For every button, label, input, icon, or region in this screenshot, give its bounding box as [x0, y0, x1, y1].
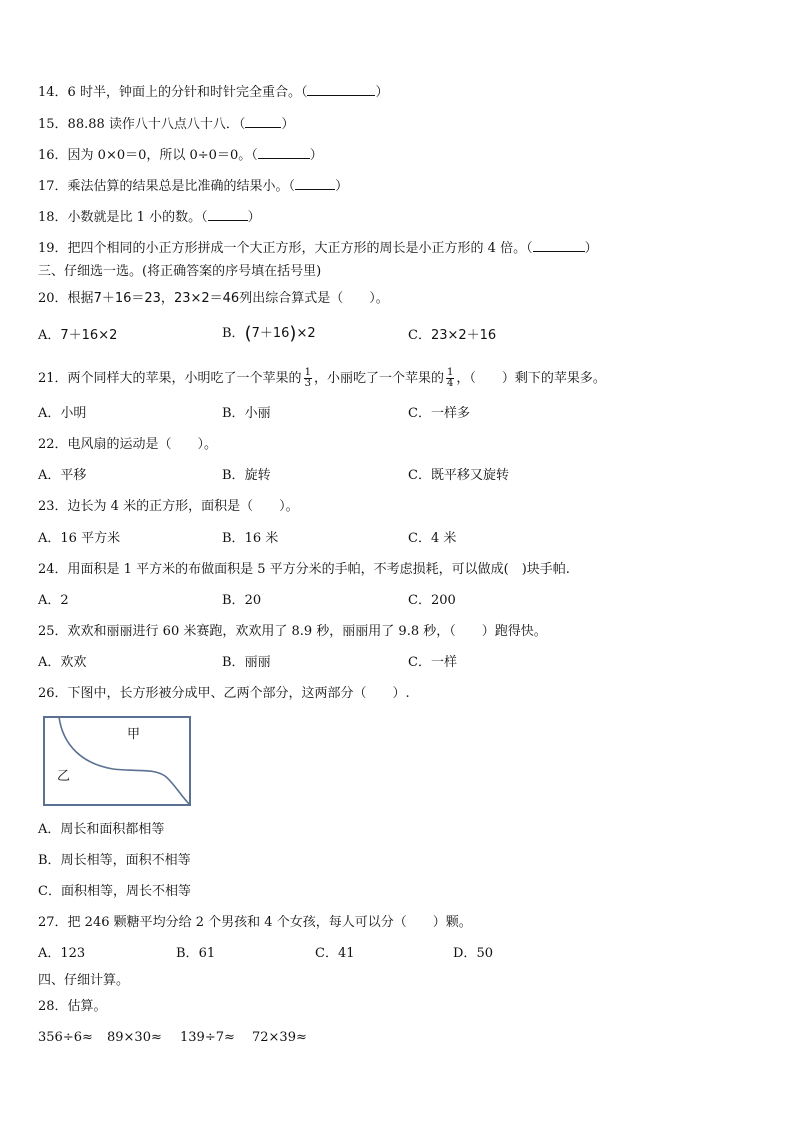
- option-label: B．: [222, 655, 245, 670]
- equation: 7＋16＝23: [93, 291, 161, 306]
- option-b[interactable]: [222, 406, 271, 422]
- option-label: C．: [408, 328, 431, 343]
- question-text: 因为 0×0＝0，所以 0÷0＝0。（: [67, 148, 258, 163]
- option-a[interactable]: [38, 946, 85, 962]
- question-text: 用面积是 1 平方米的布做面积是 5 平方分米的手帕，不考虑损耗，可以做成( )块手帕.: [67, 562, 570, 577]
- option-b[interactable]: [222, 468, 271, 484]
- option-text: 旋转: [244, 468, 271, 483]
- question-number: 27．: [38, 915, 68, 930]
- option-text: 欢欢: [60, 655, 87, 670]
- option-label: A．: [38, 406, 61, 421]
- question-text: 小数就是比 1 小的数。（: [67, 210, 208, 225]
- answer-blank[interactable]: [245, 115, 281, 128]
- option-b[interactable]: [222, 593, 261, 609]
- question-19: 19．把四个相同的小正方形拼成一个大正方形，大正方形的周长是小正方形的 4 倍。（ ）: [38, 241, 598, 256]
- option-text: 16 米: [244, 531, 279, 546]
- option-c[interactable]: [408, 406, 470, 422]
- option-a[interactable]: [38, 406, 86, 422]
- question-26: [38, 686, 410, 702]
- rectangle-diagram: [43, 716, 193, 808]
- option-text: 小明: [60, 406, 87, 421]
- question-text: 乘法估算的结果总是比准确的结果小。（: [67, 179, 296, 194]
- question-text: 6 时半，钟面上的分针和时针完全重合。（: [67, 85, 308, 100]
- option-label: D．: [453, 946, 477, 961]
- option-text: 2: [60, 593, 69, 608]
- option-a[interactable]: [38, 822, 164, 838]
- option-label: C．: [408, 531, 431, 546]
- estimate-item: 356÷6≈: [38, 1030, 93, 1045]
- option-label: A．: [38, 468, 61, 483]
- answer-blank[interactable]: [307, 83, 375, 96]
- question-text: 估算。: [67, 999, 107, 1014]
- option-c[interactable]: [408, 468, 509, 484]
- question-number: 23．: [38, 499, 68, 514]
- option-c[interactable]: [315, 946, 355, 962]
- question-17: 17．乘法估算的结果总是比准确的结果小。（ ）: [38, 179, 349, 194]
- option-text: 41: [337, 946, 355, 961]
- option-label: B．: [222, 593, 245, 608]
- option-text: 50: [476, 946, 493, 961]
- option-text: 16 平方米: [60, 531, 121, 546]
- question-number: 24．: [38, 562, 68, 577]
- equation: 23×2＝46: [173, 291, 240, 306]
- option-c[interactable]: [408, 328, 496, 344]
- question-27: [38, 915, 472, 931]
- option-b[interactable]: [222, 655, 271, 671]
- option-label: B．: [222, 468, 245, 483]
- option-label: A．: [38, 822, 61, 837]
- option-a[interactable]: [38, 593, 69, 609]
- question-number: 21．: [38, 371, 68, 386]
- question-text: 88.88 读作八十八点八十八．（: [67, 117, 246, 132]
- question-text: 欢欢和丽丽进行 60 米赛跑，欢欢用了 8.9 秒，丽丽用了 9.8 秒，（ ）跑得快。: [67, 624, 547, 639]
- question-25: [38, 624, 547, 640]
- question-28: [38, 999, 107, 1015]
- answer-blank[interactable]: [258, 146, 310, 159]
- question-text: 电风扇的运动是（ ）。: [67, 437, 218, 452]
- question-number: 25．: [38, 624, 68, 639]
- option-label: A．: [38, 946, 61, 961]
- fraction: $\frac{1}{3}$: [304, 367, 311, 389]
- option-text: 小丽: [244, 406, 271, 421]
- option-text: 一样: [430, 655, 457, 670]
- option-a[interactable]: [38, 468, 86, 484]
- option-text: 7＋16×2: [60, 328, 118, 343]
- question-number: 22．: [38, 437, 68, 452]
- option-text: 丽丽: [244, 655, 271, 670]
- option-b[interactable]: [38, 853, 191, 869]
- option-text: 61: [198, 946, 216, 961]
- option-text: 既平移又旋转: [430, 468, 509, 483]
- question-number: 28．: [38, 999, 68, 1014]
- question-24: [38, 562, 570, 578]
- option-a[interactable]: [38, 531, 120, 547]
- option-label: C．: [408, 593, 431, 608]
- question-14: 14．6 时半，钟面上的分针和时针完全重合。（ ）: [38, 85, 389, 100]
- option-label: A．: [38, 531, 61, 546]
- question-15: 15．88.88 读作八十八点八十八．（ ）: [38, 117, 295, 132]
- option-label: B．: [176, 946, 199, 961]
- answer-blank[interactable]: [533, 239, 585, 252]
- question-number: 16．: [38, 148, 68, 163]
- option-c[interactable]: [408, 655, 457, 671]
- option-text: 周长和面积都相等: [60, 822, 165, 837]
- question-23: [38, 499, 299, 515]
- estimate-item: 72×39≈: [252, 1030, 307, 1045]
- rectangle-outline: [44, 717, 190, 805]
- option-label: A．: [38, 655, 61, 670]
- question-text: 把 246 颗糖平均分给 2 个男孩和 4 个女孩，每人可以分（ ）颗。: [67, 915, 472, 930]
- option-label: A．: [38, 328, 61, 343]
- option-label: B．: [222, 406, 245, 421]
- question-21: 21．两个同样大的苹果，小明吃了一个苹果的 $\frac{1}{3}$ ，小丽吃了一个苹果的 $\frac{1}{4}$ ，（ ）剩下的苹果多。: [38, 367, 606, 389]
- answer-blank[interactable]: [295, 177, 335, 190]
- label-jia: 甲: [127, 727, 141, 742]
- question-number: 20．: [38, 291, 68, 306]
- option-text: 200: [430, 593, 456, 608]
- option-label: C．: [38, 884, 61, 899]
- option-b[interactable]: [176, 946, 215, 962]
- estimate-item: 139÷7≈: [180, 1030, 235, 1045]
- label-yi: 乙: [57, 769, 71, 784]
- option-label: B．: [222, 326, 245, 341]
- option-c[interactable]: [408, 593, 456, 609]
- option-text: 4 米: [430, 531, 457, 546]
- dividing-curve: [59, 717, 190, 805]
- option-text: 123: [60, 946, 86, 961]
- option-text: 面积相等，周长不相等: [60, 884, 191, 899]
- option-c[interactable]: [38, 884, 191, 900]
- option-text: 20: [244, 593, 262, 608]
- option-b[interactable]: B．(7＋16)×2: [222, 323, 316, 344]
- option-label: A．: [38, 593, 61, 608]
- option-label: C．: [408, 468, 431, 483]
- question-text: 边长为 4 米的正方形，面积是（ ）。: [67, 499, 299, 514]
- option-b[interactable]: [222, 531, 278, 547]
- question-text: 把四个相同的小正方形拼成一个大正方形，大正方形的周长是小正方形的 4 倍。（: [67, 241, 533, 256]
- question-number: 18．: [38, 210, 68, 225]
- question-number: 17．: [38, 179, 68, 194]
- option-text: 周长相等，面积不相等: [60, 853, 191, 868]
- estimate-item: 89×30≈: [107, 1030, 162, 1045]
- option-text: 23×2＋16: [430, 328, 497, 343]
- option-a[interactable]: [38, 328, 117, 344]
- option-label: C．: [315, 946, 338, 961]
- option-label: C．: [408, 655, 431, 670]
- question-16: 16．因为 0×0＝0，所以 0÷0＝0。（ ）: [38, 148, 323, 163]
- question-text: 下图中，长方形被分成甲、乙两个部分，这两部分（ ）.: [67, 686, 410, 701]
- option-c[interactable]: [408, 531, 456, 547]
- option-text: 一样多: [430, 406, 470, 421]
- option-label: B．: [38, 853, 61, 868]
- option-label: C．: [408, 406, 431, 421]
- question-number: 26．: [38, 686, 68, 701]
- option-text: 平移: [60, 468, 87, 483]
- option-a[interactable]: [38, 655, 86, 671]
- section-heading-4: 四、仔细计算。: [38, 973, 130, 988]
- question-number: 14．: [38, 85, 68, 100]
- question-number: 15．: [38, 117, 68, 132]
- fraction: $\frac{1}{4}$: [446, 367, 454, 389]
- question-20: 20．根据7＋16＝23，23×2＝46列出综合算式是（ ）。: [38, 291, 389, 306]
- section-heading-3: 三、仔细选一选。(将正确答案的序号填在括号里): [38, 264, 322, 279]
- option-label: B．: [222, 531, 245, 546]
- question-18: 18．小数就是比 1 小的数。（ ）: [38, 210, 261, 225]
- answer-blank[interactable]: [208, 208, 248, 221]
- question-number: 19．: [38, 241, 68, 256]
- question-22: [38, 437, 217, 453]
- rectangle-figure: [43, 716, 193, 812]
- option-d[interactable]: [453, 946, 493, 962]
